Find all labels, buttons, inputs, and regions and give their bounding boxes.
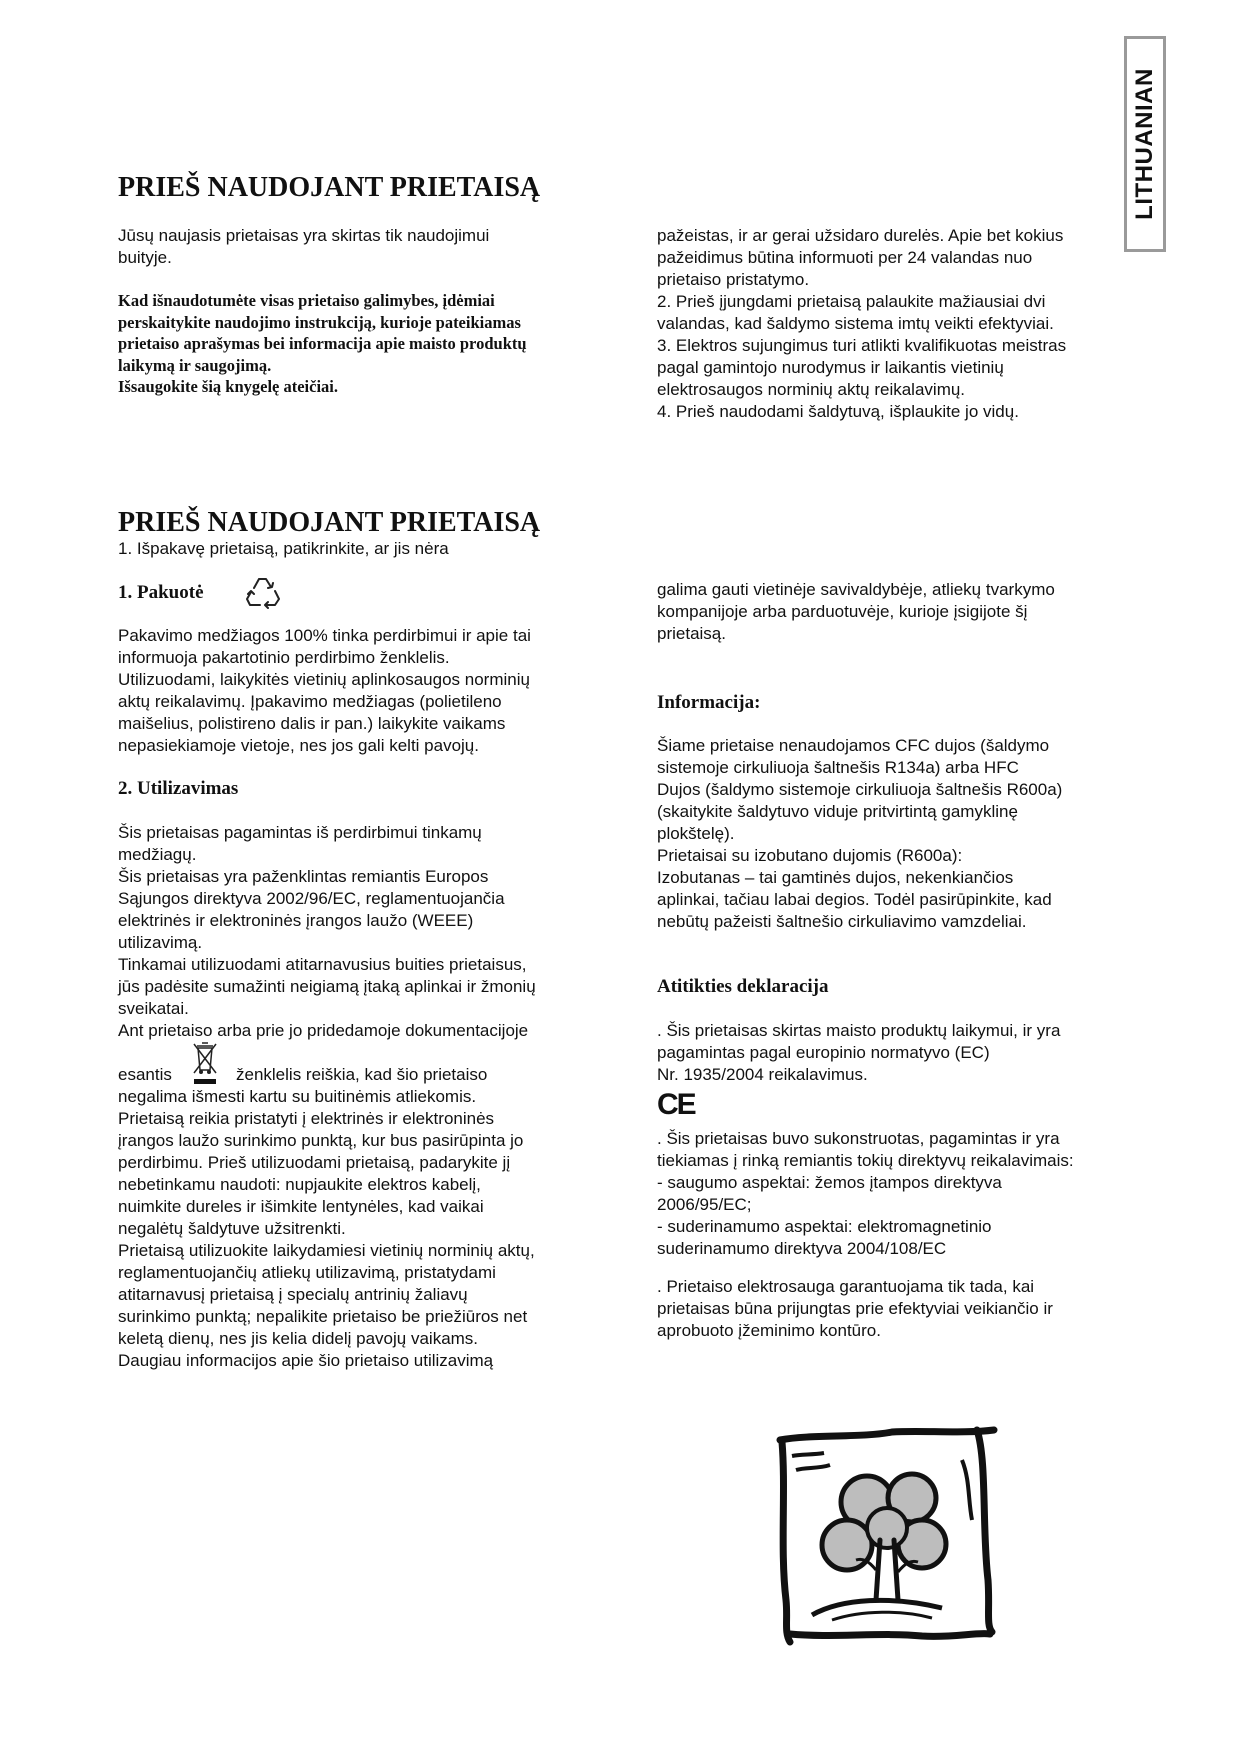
section1-right-text: pažeistas, ir ar gerai užsidaro durelės. Apie bet kokius pažeidimus būtina informuoti per 24 valandas nuo prietaiso pristatymo. 2. Prieš įjungdami prietaisą palaukite mažiausiai dvi valandas, kad šaldymo sistema imtų veikti efektyviai. 3. Elektros sujungimus turi atlikti kvalifikuotas meistras pagal gamintojo nurodymus ir laikantis vietinių elektrosaugos norminių aktų reikalavimų. 4. Prieš naudodami šaldytuvą, išplaukite jo vidų. [657,226,1067,421]
section1-intro: Jūsų naujasis prietaisas yra skirtas tik naudojimui buityje. [118,226,490,267]
language-tab-label: LITHUANIAN [1131,68,1158,220]
recycle-icon [244,575,282,609]
packaging-text: Pakavimo medžiagos 100% tinka perdirbimui ir apie tai informuoja pakartotinio perdirbimo ženklelis. Utilizuodami, laikykitės vietinių aplinkosaugos norminių aktų reikalavimų. Įpakavimo medžiagas (polietileno maišelius, polistireno dalis ir pan.) laikykite vaikams nepasiekiamoje vietoje, nes jos gali kelti pavojų. [118,626,531,755]
declaration-text-3: . Prietaiso elektrosauga garantuojama tik tada, kai prietaisas būna prijungtas prie efektyviai veikiančio ir aprobuoto įžeminimo kontūro. [657,1277,1053,1340]
declaration-text-2: . Šis prietaisas buvo sukonstruotas, pagamintas ir yra tiekiamas į rinką remiantis tokių direktyvų reikalavimais: - saugumo aspektai: žemos įtampos direktyva 2006/95/EC; - suderinamumo aspektai: elektromagnetinio suderinamumo direktyva 2004/108/EC [657,1129,1074,1258]
language-tab [1124,36,1166,252]
weee-bin-icon [190,1040,220,1086]
section2-heading: PRIEŠ NAUDOJANT PRIETAISĄ [118,507,541,538]
section1-heading: PRIEŠ NAUDOJANT PRIETAISĄ [118,172,541,203]
disposal-symbol-text: ženklelis reiškia, kad šio prietaiso [236,1065,488,1084]
disposal-esantis: esantis [118,1065,172,1084]
packaging-heading: 1. Pakuotė [118,582,204,603]
info-heading: Informacija: [657,692,761,713]
info-text: Šiame prietaise nenaudojamos CFC dujos (šaldymo sistemoje cirkuliuoja šaltnešis R134a) arba HFC Dujos (šaldymo sistemoje cirkuliuoja šaltnešis R600a) (skaitykite šaldytuvo viduje pritvirtintą gamyklinę plokštelę). Prietaisai su izobutano dujomis (R600a): Izobutanas – tai gamtinės dujos, nekenkiančios aplinkai, tačiau labai degios. Todėl pasirūpinkite, kad nebūtų pažeisti šaltnešio cirkuliavimo vamzdeliai. [657,736,1063,931]
declaration-text-1: . Šis prietaisas skirtas maisto produktų laikymui, ir yra pagamintas pagal europinio normatyvo (EC) Nr. 1935/2004 reikalavimus. [657,1021,1061,1084]
disposal-text-after: negalima išmesti kartu su buitinėmis atliekomis. Prietaisą reikia pristatyti į elektrinės ir elektroninės įrangos laužo surinkimo punktą, kur bus pasirūpinta jo perdirbimu. Prieš utilizuodami prietaisą, padarykite jį nebetinkamu naudoti: nupjaukite elektros kabelį, nuimkite dureles ir išimkite lentynėles, kad vaikai negalėtų šaldytuve užsitrenkti. Prietaisą utilizuokite laikydamiesi vietinių norminių aktų, reglamentuojančių atliekų utilizavimą, pristatydami atitarnavusį prietaisą į specialų antrinių žaliavų surinkimo punktą; nepalikite prietaiso be priežiūros net keletą dienų, nes jis kelia didelį pavojų vaikams. Daugiau informacijos apie šio prietaiso utilizavimą [118,1087,535,1370]
disposal-continuation: galima gauti vietinėje savivaldybėje, atliekų tvarkymo kompanijoje arba parduotuvėje, kurioje įsigijote šį prietaisą. [657,580,1055,643]
section1-bold-note: Kad išnaudotumėte visas prietaiso galimybes, įdėmiai perskaitykite naudojimo instrukciją, kurioje pateikiamas prietaiso aprašymas bei informacija apie maisto produktų laikymą ir saugojimą. Išsaugokite šią knygelę ateičiai. [118,291,527,396]
disposal-heading: 2. Utilizavimas [118,778,239,799]
disposal-text-before: Šis prietaisas pagamintas iš perdirbimui tinkamų medžiagų. Šis prietaisas yra paženklintas remiantis Europos Sąjungos direktyva 2002/96/EC, reglamentuojančia elektrinės ir elektroninės įrangos laužo (WEEE) utilizavimą. Tinkamai utilizuodami atitarnavusius buities prietaisus, jūs padėsite sumažinti neigiamą įtaką aplinkai ir žmonių sveikatai. Ant prietaiso arba prie jo pridedamoje dokumentacijoje [118,823,536,1040]
section2-subline: 1. Išpakavę prietaisą, patikrinkite, ar jis nėra [118,539,449,558]
ce-mark-icon: CE [657,1088,695,1121]
eco-tree-logo [772,1420,1002,1650]
declaration-heading: Atitikties deklaracija [657,976,829,997]
